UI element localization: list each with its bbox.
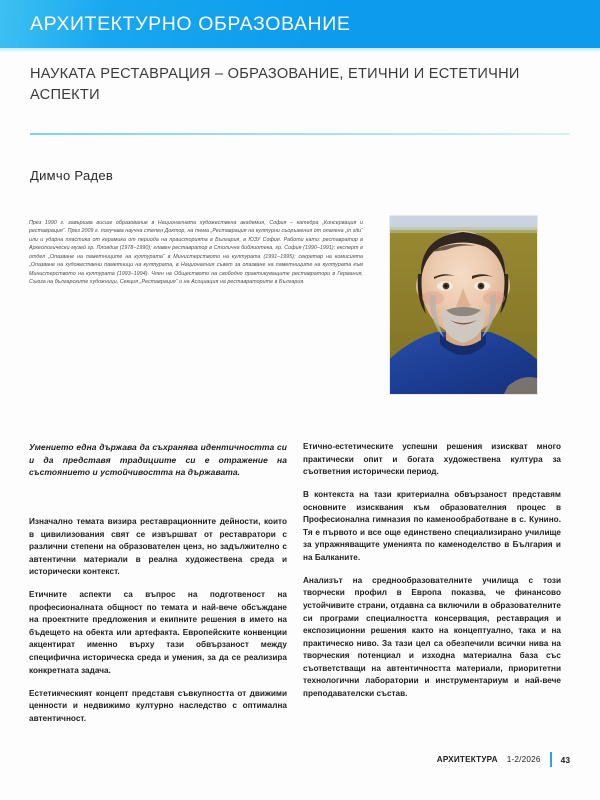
author-biography: През 1990 г. завършва висше образование в Националната художествена академия, София – катедра „Консервация и реставрация“. През 2009 г. получава научна степен Доктор, на тема „Реставрация на културни съоръжения от опалена „in situ“ или и ударна пластика от керамика от периода на праисторията в България, в ЮЗУ София. Работи като: реставратор в Археологически музей гр. Пловдив (1978–1990); главен реставратор в Столична библиотека, гр. София (1990–1991); експерт в отдел „Опазване на паметниците на културата“ в Министерството на културата (1991–1995); секретар на комисията „Опазване на художествени паметници на културата, в Националния съвет за опазване на паметниците на културата към Министерството на културата (1993–1994). Член на Обществото на свободно практикуващите реставратори в Германия, Съюза на българските художници, Секция „Реставрация“ и на Асоциация на реставраторите в България.	[29, 220, 363, 286]
page-footer	[437, 752, 570, 767]
author-portrait-photo	[390, 216, 537, 394]
body-paragraph: Изначално темата визира реставрационните дейности, които в цивилизования свят се извършват от реставратори с различни степени на образователен ценз, но задължително с автентични материали в реална художествена среда и исторически контекст.	[29, 517, 287, 577]
body-paragraph: Етично-естетическите успешни решения изискват много практически опит и богата художествена култура за съответния исторически период.	[303, 442, 561, 477]
page-number: 43	[560, 754, 570, 765]
body-paragraph: В контекста на тази критериална обвързаност представям основните изисквания към образователния процес в Професионална гимназия по каменообработване в с. Кунино. Тя е първото и все още единствено специализирано училище за упражняващите уменията по каменоделство в България и на Балканите.	[303, 490, 561, 562]
lead-paragraph: Умението една държава да съхранява идентичността си и да представя традициите си е отражение на състоянието и устойчивостта на държавата.	[29, 442, 287, 478]
section-title: АРХИТЕКТУРНО ОБРАЗОВАНИЕ	[30, 12, 351, 35]
author-name: Димчо Радев	[30, 168, 114, 183]
page-title: НАУКАТА РЕСТАВРАЦИЯ – ОБРАЗОВАНИЕ, ЕТИЧНИ И ЕСТЕТИЧНИ АСПЕКТИ	[30, 66, 520, 103]
body-paragraph: Етичните аспекти са въпрос на подготвеност на професионалната общност по темата и най-вече обсъждане на проектните предложения и екипните решения в името на бъдещето на обекта или артефакта. Европейските конвенции акцентират именно върху тази обвързаност между специфична историческа среда и умения, за да се реализира конкретната задача.	[29, 590, 287, 675]
footer-separator	[550, 752, 552, 767]
footer-issue: 1-2/2026	[506, 755, 541, 764]
body-paragraph: Естетикческият концепт представя съвкупността от движими ценности и недвижимо културно наследство с оптимална автентичност.	[29, 688, 287, 723]
section-banner-inner	[30, 0, 350, 48]
body-paragraph: Анализът на среднообразователните училища с този творчески профил в Европа показва, че финансово устойчивите страни, отдавна са включили в образователните си програми специалността консервация, реставрация и експозиционни решения както на концептуално, така и на практическо ниво. За тази цел са обезпечили всички нива на творческия потенциал и изходна материална база със съответстващи на автентичността материали, приоритетни технологични лаборатории и инструментариум и най-вече преподавателски състав.	[303, 575, 561, 698]
title-divider	[30, 133, 570, 135]
portrait-illustration	[390, 216, 537, 394]
body-column-right	[303, 441, 561, 711]
footer-journal-name: АРХИТЕКТУРА	[436, 755, 498, 764]
banner-fade-edge	[0, 48, 600, 53]
section-banner	[0, 0, 600, 48]
body-column-left	[29, 516, 287, 736]
